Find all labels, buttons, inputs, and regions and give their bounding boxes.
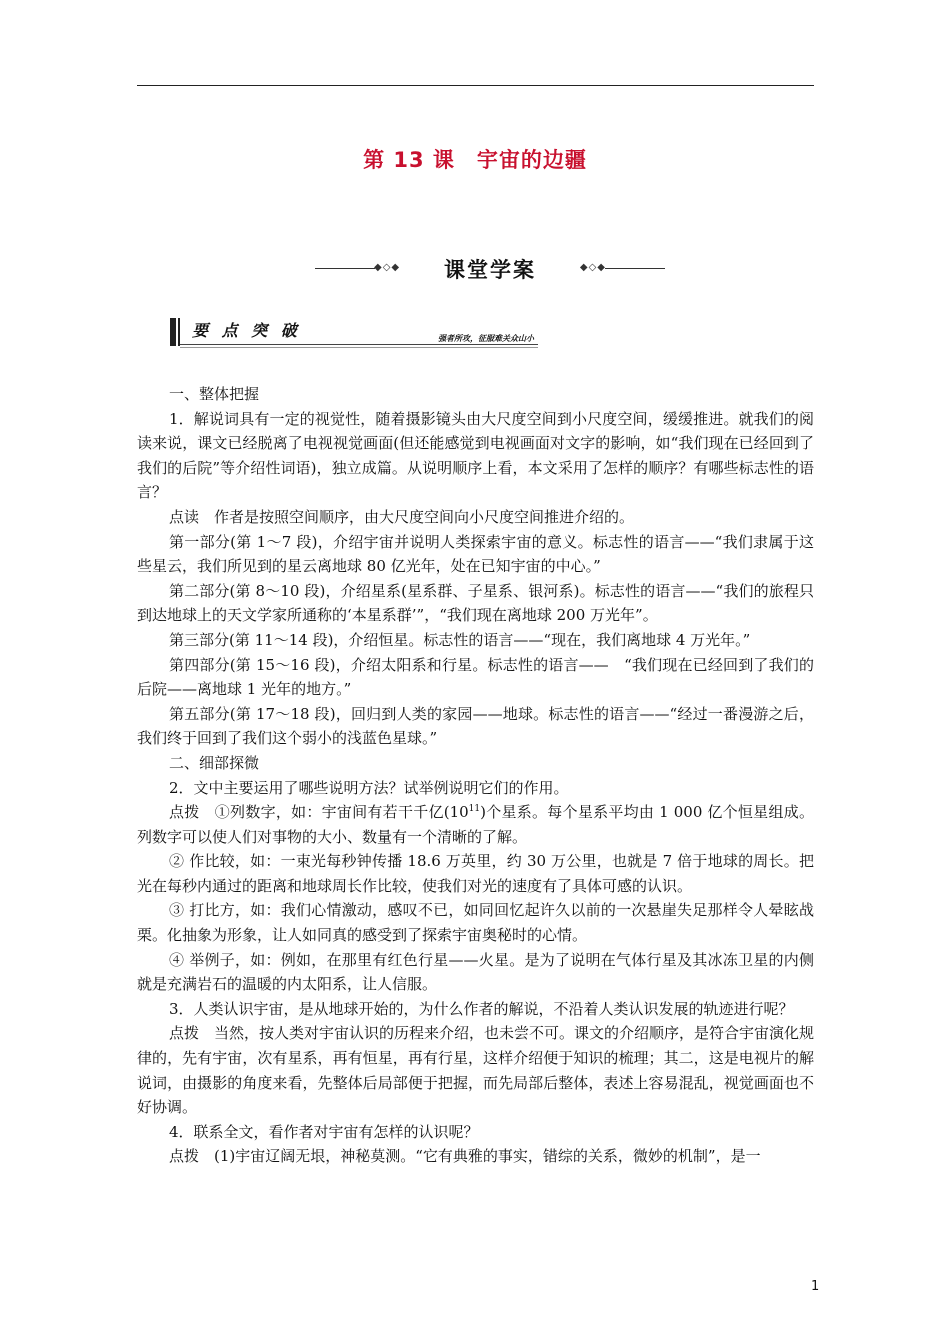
answer-3: 点拨 当然，按人类对宇宙认识的历程来介绍，也未尝不可。课文的介绍顺序，是符合宇宙演化规律的，先有宇宙，次有星系，再有恒星，再有行星，这样介绍便于知识的梳理；其二，这是电视片的解说词，由摄影的角度来看，先整体后局部便于把握，而先局部后整体，表述上容易混乱，视觉画面也不好协调。 <box>137 1024 815 1117</box>
answer-2-comparison: ② 作比较，如：一束光每秒钟传播 18.6 万英里，约 30 万公里，也就是 7 倍于地球的周长。把光在每秒内通过的距离和地球周长作比较，使我们对光的速度有了具体可感的认识。 <box>137 852 814 895</box>
banner-underline-thin <box>180 347 538 348</box>
banner-label: 要 点 突 破 <box>192 321 301 340</box>
header-line-right <box>605 268 665 269</box>
answer-4: 点拨 (1)宇宙辽阔无垠，神秘莫测。“它有典雅的事实，错综的关系，微妙的机制”，是一 <box>169 1147 761 1166</box>
diamond-ornament-icon: ◆◇◆ <box>374 262 401 273</box>
answer-1: 点读 作者是按照空间顺序，由大尺度空间向小尺度空间推进介绍的。 <box>169 507 635 526</box>
body-text <box>137 382 814 1169</box>
banner-bar-thin-icon <box>178 318 180 346</box>
question-4: 4．联系全文，看作者对宇宙有怎样的认识呢？ <box>169 1122 479 1141</box>
answer-2-numbers <box>137 800 814 849</box>
exponent: 11 <box>468 804 481 815</box>
header-rule <box>137 85 814 86</box>
diamond-ornament-icon: ◆◇◆ <box>579 262 606 273</box>
banner-bar-icon <box>170 318 176 346</box>
page-number: 1 <box>811 1279 820 1294</box>
question-1: 1．解说词具有一定的视觉性，随着摄影镜头由大尺度空间到小尺度空间，缓缓推进。就我们的阅读来说，课文已经脱离了电视视觉画面(但还能感觉到电视画面对文字的影响，如“我们现在已经回到了我们的后院”等介绍性词语)，独立成篇。从说明顺序上看，本文采用了怎样的顺序？有哪些标志性的语言？ <box>137 409 814 502</box>
part-3: 第三部分(第 11～14 段)，介绍恒星。标志性的语言——“现在，我们离地球 4 万光年。” <box>169 630 751 649</box>
banner-motto: 强者所攻，征服难关众山小 <box>438 334 534 343</box>
heading-details: 二、细部探微 <box>169 753 260 772</box>
part-5: 第五部分(第 17～18 段)，回归到人类的家园——地球。标志性的语言——“经过一番漫游之后，我们终于回到了我们这个弱小的浅蓝色星球。” <box>137 704 814 748</box>
answer-2-example: ④ 举例子，如：例如，在那里有红色行星——火星。是为了说明在气体行星及其冰冻卫星的内侧就是充满岩石的温暖的内太阳系，让人信服。 <box>137 950 814 994</box>
answer-2-metaphor: ③ 打比方，如：我们心情激动，感叹不已，如同回忆起许久以前的一次悬崖失足那样令人晕眩战栗。化抽象为形象，让人如同真的感受到了探索宇宙奥秘时的心情。 <box>137 901 814 945</box>
banner-underline <box>180 344 538 345</box>
part-1: 第一部分(第 1～7 段)，介绍宇宙并说明人类探索宇宙的意义。标志性的语言——“我们隶属于这些星云，我们所见到的星云离地球 80 亿光年，处在已知宇宙的中心。” <box>137 532 814 576</box>
question-3: 3．人类认识宇宙，是从地球开始的，为什么作者的解说，不沿着人类认识发展的轨迹进行呢？ <box>169 999 794 1018</box>
part-4: 第四部分(第 15～16 段)，介绍太阳系和行星。标志性的语言—— “我们现在已经回到了我们的后院——离地球 1 光年的地方。” <box>137 655 814 699</box>
question-2: 2．文中主要运用了哪些说明方法？试举例说明它们的作用。 <box>169 778 569 797</box>
section-header <box>310 254 670 284</box>
heading-overall: 一、整体把握 <box>169 385 260 403</box>
key-points-banner <box>170 318 540 348</box>
section-title: 课堂学案 <box>444 258 536 282</box>
answer-2-numbers-pre: 点拨 ①列数字，如：宇宙间有若干千亿(10 <box>169 803 469 822</box>
answer-2-numbers-post: )个星系。每个星系平均由 1 000 亿个恒星组成。列数字可以使人们对事物的大小、数量有一个清晰的了解。 <box>137 803 814 846</box>
part-2: 第二部分(第 8～10 段)，介绍星系(星系群、子星系、银河系)。标志性的语言——“我们的旅程只到达地球上的天文学家所通称的‘本星系群’”，“我们现在离地球 200 万光年”。 <box>137 581 814 625</box>
lesson-title: 第 13 课 宇宙的边疆 <box>363 148 587 172</box>
